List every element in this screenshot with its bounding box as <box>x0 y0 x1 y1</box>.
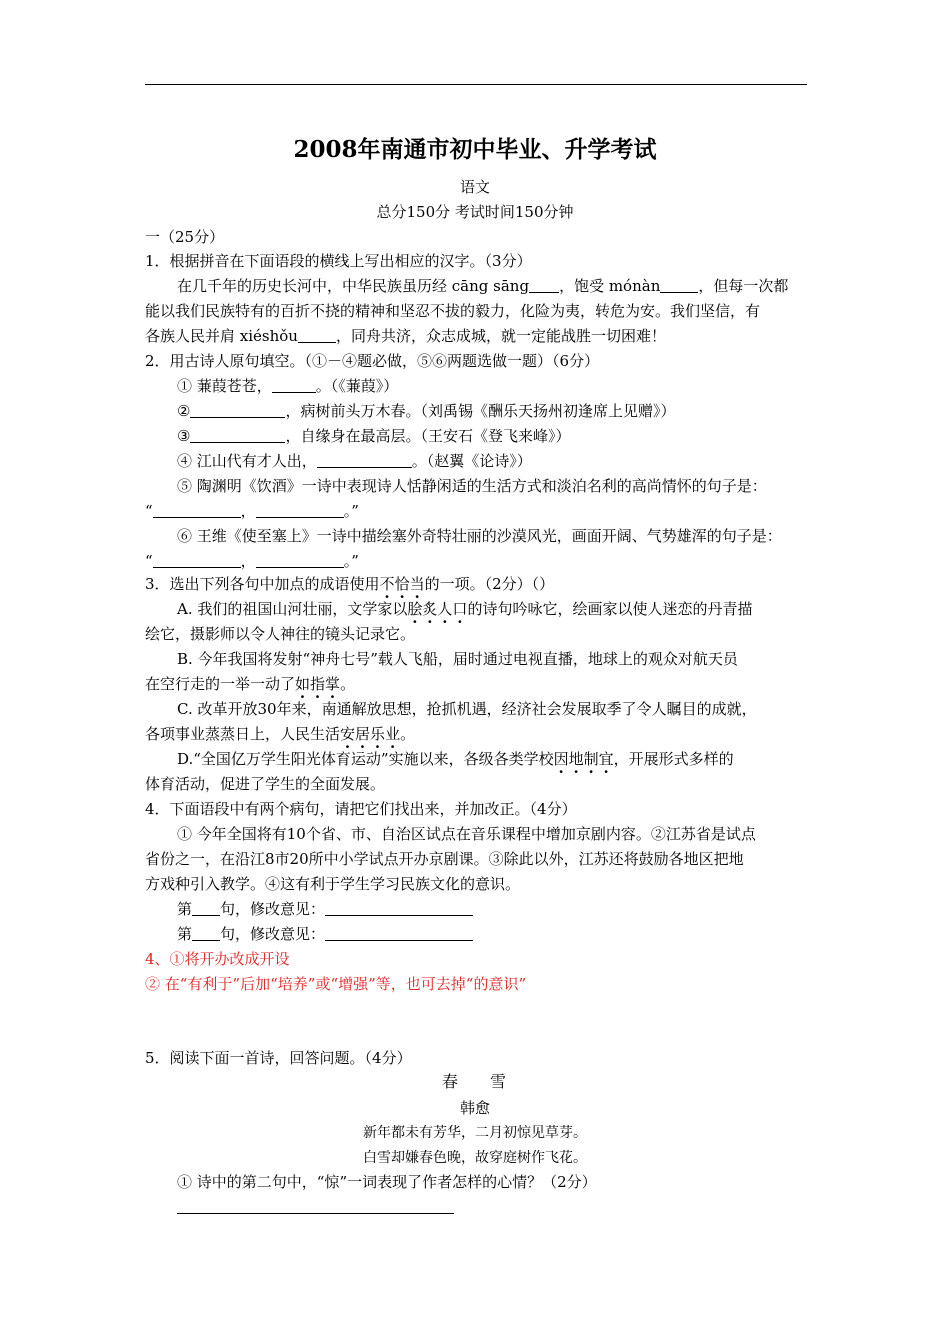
answer-blank[interactable] <box>153 553 241 568</box>
q4-text: 第 <box>177 925 193 943</box>
emphasis-dotted <box>295 675 340 693</box>
emphasis-char: 如 <box>295 675 311 693</box>
emphasis-dotted <box>554 750 614 768</box>
answer-blank[interactable] <box>325 901 473 916</box>
q2-quote-mid: ， <box>240 502 256 520</box>
q4-passage-line-2: 省份之一，在沿江8市20所中小学试点开办京剧课。③除此以外，江苏还将鼓励各地区把地 <box>145 850 744 868</box>
q2-quote-mid: ， <box>240 552 256 570</box>
q3-text: 各项事业蒸蒸日上，人民生活 <box>145 725 341 743</box>
q3-text: ，开展形式多样的 <box>613 750 734 768</box>
emphasis-dotted <box>380 575 425 593</box>
q2-item-5: ⑤ 陶渊明《饮酒》一诗中表现诗人恬静闲适的生活方式和淡泊名利的高尚情怀的句子是： <box>177 477 767 495</box>
q2-item-5-answer <box>145 502 359 520</box>
exam-title: 2008年南通市初中毕业、升学考试 <box>293 136 657 163</box>
q1-line-1 <box>177 277 788 295</box>
q2-quote-close: 。” <box>343 552 359 570</box>
q2-quote-open: “ <box>145 552 153 570</box>
emphasis-char: 炙 <box>422 600 438 618</box>
q2-text: ① 蒹葭苍苍， <box>177 377 272 395</box>
emphasis-char: 业 <box>385 725 401 743</box>
q1-line-2: 能以我们民族特有的百折不挠的精神和坚忍不拔的毅力，化险为夷，转危为安。我们坚信，有 <box>145 302 761 320</box>
poem-line-2: 白雪却嫌春色晚，故穿庭树作飞花。 <box>363 1150 587 1166</box>
q1-line-3 <box>145 327 666 345</box>
emphasis-char: 口 <box>452 600 468 618</box>
q5-subquestion-1: ① 诗中的第二句中，“惊”一词表现了作者怎样的心情？（2分） <box>177 1173 597 1191</box>
q3-text: 。 <box>340 675 356 693</box>
q1-text: ，饱受 mónàn <box>559 277 661 295</box>
emphasis-char: 宜 <box>598 750 614 768</box>
q3-text: 在空行走的一举一动了 <box>145 675 296 693</box>
answer-blank[interactable] <box>325 926 473 941</box>
q1-text: ，同舟共济，众志成城，就一定能战胜一切困难！ <box>335 327 666 345</box>
emphasis-char: 安 <box>340 725 356 743</box>
q2-text: ，病树前头万木春。（刘禹锡《酬乐天扬州初逢席上见赠》） <box>285 402 676 420</box>
q4-answer-2: ② 在“有利于”后加“培养”或“增强”等，也可去掉“的意识” <box>145 975 527 993</box>
poem-title-char: 春 <box>441 1072 460 1091</box>
answer-blank[interactable] <box>298 328 336 343</box>
q2-text: ② <box>177 402 191 420</box>
q4-fix-1 <box>177 900 473 918</box>
q4-text: 第 <box>177 900 193 918</box>
q2-item-3 <box>177 427 570 445</box>
answer-blank[interactable] <box>256 503 344 518</box>
answer-blank[interactable] <box>529 278 559 293</box>
answer-blank[interactable] <box>192 901 220 916</box>
emphasis-char: 当 <box>409 575 425 593</box>
q2-item-1 <box>177 377 398 395</box>
q2-item-6-answer <box>145 552 359 570</box>
header-rule <box>145 84 807 85</box>
q3-option-b-line-1: B. 今年我国将发射“神舟七号”载人飞船，届时通过电视直播，地球上的观众对航天员 <box>177 650 738 668</box>
answer-blank[interactable] <box>272 378 316 393</box>
q1-text: 各族人民并肩 xiéshǒu <box>145 327 298 345</box>
answer-blank[interactable] <box>660 278 698 293</box>
answer-blank[interactable] <box>190 403 285 418</box>
q4-passage-line-1: ① 今年全国将有10个省、市、自治区试点在音乐课程中增加京剧内容。②江苏省是试点 <box>177 825 756 843</box>
q4-text: 句，修改意见： <box>220 925 326 943</box>
q2-text: 。（《蒹葭》） <box>315 377 399 395</box>
answer-blank[interactable] <box>190 428 285 443</box>
q3-text: D.“全国亿万学生阳光体育运动”实施以来，各级各类学校 <box>177 750 554 768</box>
answer-blank[interactable] <box>256 553 344 568</box>
q3-option-d-line-1 <box>177 750 734 768</box>
q4-fix-2 <box>177 925 473 943</box>
q1-text: 在几千年的历史长河中，中华民族虽历经 cāng sāng <box>177 277 530 295</box>
q2-prompt: 2．用古诗人原句填空。（①－④题必做，⑤⑥两题选做一题）（6分） <box>145 352 600 370</box>
poem-author: 韩愈 <box>459 1099 490 1117</box>
q3-option-a-line-1 <box>177 600 752 618</box>
q2-item-6: ⑥ 王维《使至塞上》一诗中描绘塞外奇特壮丽的沙漠风光，画面开阔、气势雄浑的句子是： <box>177 527 782 545</box>
answer-blank[interactable] <box>192 926 220 941</box>
q3-option-d-line-2: 体育活动，促进了学生的全面发展。 <box>145 775 386 793</box>
emphasis-char: 指 <box>310 675 326 693</box>
poem-title-char: 雪 <box>490 1072 509 1091</box>
emphasis-char: 恰 <box>394 575 410 593</box>
emphasis-char: 居 <box>355 725 371 743</box>
emphasis-char: 因 <box>553 750 569 768</box>
poem-title <box>0 1073 950 1091</box>
q5-prompt: 5．阅读下面一首诗，回答问题。（4分） <box>145 1049 412 1067</box>
emphasis-dotted <box>340 725 400 743</box>
poem-line-1: 新年都未有芳华，二月初惊见草芽。 <box>363 1125 587 1141</box>
emphasis-char: 掌 <box>325 675 341 693</box>
answer-line[interactable] <box>177 1213 454 1214</box>
emphasis-char: 脍 <box>407 600 423 618</box>
q4-text: 句，修改意见： <box>220 900 326 918</box>
q1-text: ，但每一次都 <box>698 277 789 295</box>
q3-option-c-line-1: C. 改革开放30年来，南通解放思想，抢抓机遇，经济社会发展取季了令人瞩目的成就， <box>177 700 757 718</box>
emphasis-char: 乐 <box>370 725 386 743</box>
q4-prompt: 4．下面语段中有两个病句，请把它们找出来，并加改正。（4分） <box>145 800 577 818</box>
emphasis-char: 制 <box>583 750 599 768</box>
q1-prompt: 1．根据拼音在下面语段的横线上写出相应的汉字。（3分） <box>145 252 532 270</box>
q2-text: ④ 江山代有才人出， <box>177 452 317 470</box>
q4-passage-line-3: 方戏种引入教学。④这有利于学生学习民族文化的意识。 <box>145 875 521 893</box>
section-heading: 一（25分） <box>145 228 225 246</box>
q2-text: ③ <box>177 427 191 445</box>
emphasis-dotted <box>407 600 467 618</box>
q2-quote-close: 。” <box>343 502 359 520</box>
answer-blank[interactable] <box>153 503 241 518</box>
q2-text: 。（赵翼《论诗》） <box>411 452 532 470</box>
emphasis-char: 不 <box>379 575 395 593</box>
q2-quote-open: “ <box>145 502 153 520</box>
q3-option-c-line-2 <box>145 725 415 743</box>
q2-text: ，自缘身在最高层。（王安石《登飞来峰》） <box>285 427 571 445</box>
q2-item-4 <box>177 452 532 470</box>
subject-label: 语文 <box>459 178 490 196</box>
q3-text: 的诗句吟咏它，绘画家以使人迷恋的丹青描 <box>467 600 753 618</box>
q3-option-a-line-2: 绘它，摄影师以令人神往的镜头记录它。 <box>145 625 416 643</box>
q3-text: 。 <box>400 725 416 743</box>
q3-option-b-line-2 <box>145 675 355 693</box>
q3-prompt <box>145 575 554 593</box>
q3-text: 3．选出下列各句中加点的成语使用 <box>145 575 380 593</box>
emphasis-char: 人 <box>437 600 453 618</box>
q4-answer-1: 4、①将开办改成开设 <box>145 950 290 968</box>
emphasis-char: 地 <box>568 750 584 768</box>
q3-text: A. 我们的祖国山河壮丽，文学家以 <box>177 600 408 618</box>
q3-text: 的一项。（2分）（） <box>424 575 555 593</box>
q2-item-2 <box>177 402 675 420</box>
exam-info: 总分150分 考试时间150分钟 <box>376 203 574 221</box>
answer-blank[interactable] <box>317 453 412 468</box>
